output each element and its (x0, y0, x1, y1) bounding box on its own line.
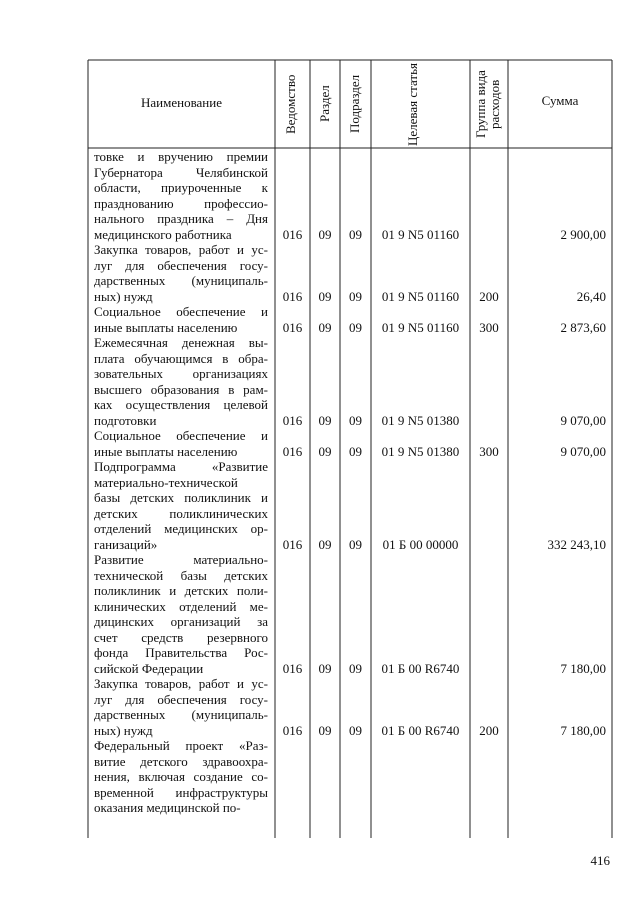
cell-name-line: Социальное обеспечение и (94, 304, 268, 319)
cell-celevaya: 01 9 N5 01160 (381, 226, 460, 242)
cell-name-line: клинических отделений ме- (94, 598, 268, 614)
cell-name-line: иные выплаты населению (94, 443, 238, 459)
header-podrazdel: Подраздел (347, 74, 362, 134)
cell-name-line: ных) нужд (94, 288, 153, 304)
cell-name-line: сийской Федерации (94, 660, 204, 676)
cell-celevaya: 01 Б 00 R6740 (381, 722, 460, 738)
cell-name-line: оказания медицинской по- (94, 800, 241, 815)
cell-name-line: ганизаций» (94, 536, 158, 552)
cell-name-line: Подпрограмма «Развитие (94, 459, 268, 474)
cell-name-line: нального праздника – Дня (94, 211, 268, 226)
cell-name-line: иные выплаты населению (94, 319, 238, 335)
cell-name-line: фонда Правительства Рос- (94, 645, 268, 660)
cell-name-line: высшего образования в рам- (94, 381, 268, 397)
cell-name-line: товке и вручению премии (94, 149, 268, 164)
cell-summa: 2 873,60 (560, 319, 606, 335)
cell-summa: 332 243,10 (547, 536, 606, 552)
cell-summa: 9 070,00 (560, 412, 606, 428)
cell-name-line: поликлиник и детских поли- (94, 583, 268, 598)
page-number: 416 (590, 853, 610, 868)
cell-name-line: материально-технической (94, 474, 238, 490)
cell-name-line: Социальное обеспечение и (94, 428, 268, 443)
cell-name-line: зовательных организациях (94, 366, 268, 381)
cell-celevaya: 01 9 N5 01160 (381, 288, 460, 304)
cell-name (94, 459, 268, 552)
cell-name-line: ках осуществления целевой (94, 397, 268, 412)
cell-name (94, 335, 268, 428)
cell-summa: 7 180,00 (560, 660, 606, 676)
cell-name-line: базы детских поликлиник и (94, 490, 268, 505)
cell-name-line: дарственных (муниципаль- (94, 707, 268, 722)
cell-celevaya: 01 Б 00 00000 (382, 536, 459, 552)
cell-summa: 9 070,00 (560, 443, 606, 459)
cell-name-line: нения, включая создание со- (94, 769, 268, 784)
cell-name-line: витие детского здравоохра- (94, 753, 268, 769)
header-gruppa: Группа вида расходов (473, 70, 502, 138)
cell-podrazdel: 09 (349, 412, 362, 428)
cell-celevaya: 01 9 N5 01380 (381, 412, 460, 428)
cell-name-line: дицинских организаций за (94, 614, 268, 629)
cell-name-line: технической базы детских (94, 567, 268, 583)
cell-summa: 26,40 (576, 288, 606, 304)
header-summa: Сумма (541, 93, 579, 108)
cell-celevaya: 01 9 N5 01160 (381, 319, 460, 335)
header-celevaya: Целевая статья (405, 62, 420, 146)
cell-vedomstvo: 016 (282, 226, 303, 242)
cell-vedomstvo: 016 (282, 722, 303, 738)
cell-name (94, 149, 268, 242)
cell-name-line: отделений медицинских ор- (94, 521, 268, 536)
cell-name-line: луг для обеспечения госу- (94, 691, 268, 707)
cell-name-line: Закупка товаров, работ и ус- (94, 242, 268, 257)
cell-name (94, 552, 268, 676)
cell-name-line: Развитие материально- (94, 552, 268, 567)
cell-gruppa: 200 (479, 288, 499, 304)
cell-name-line: Федеральный проект «Раз- (94, 738, 268, 753)
cell-vedomstvo: 016 (282, 319, 303, 335)
cell-razdel: 09 (318, 660, 332, 676)
cell-podrazdel: 09 (349, 288, 362, 304)
cell-gruppa: 300 (479, 319, 499, 335)
cell-name-line: детских поликлинических (94, 505, 268, 521)
cell-celevaya: 01 Б 00 R6740 (381, 660, 460, 676)
cell-gruppa: 300 (479, 443, 499, 459)
cell-name-line: Закупка товаров, работ и ус- (94, 676, 268, 691)
cell-name-line: счет средств резервного (94, 629, 268, 645)
cell-name-line: плата обучающимся в обра- (94, 350, 268, 366)
cell-name (94, 428, 268, 459)
cell-razdel: 09 (318, 536, 332, 552)
cell-vedomstvo: 016 (282, 412, 303, 428)
header-vedomstvo: Ведомство (283, 74, 298, 134)
header-name: Наименование (141, 95, 222, 110)
cell-name-line: временной инфраструктуры (94, 784, 268, 800)
cell-razdel: 09 (318, 443, 332, 459)
cell-name-line: луг для обеспечения госу- (94, 257, 268, 273)
cell-razdel: 09 (318, 319, 332, 335)
cell-razdel: 09 (318, 412, 332, 428)
cell-podrazdel: 09 (349, 722, 362, 738)
cell-name-line: области, приуроченные к (94, 180, 268, 195)
cell-name (94, 738, 268, 816)
cell-name (94, 304, 268, 335)
cell-name-line: подготовки (94, 412, 157, 428)
cell-razdel: 09 (318, 722, 332, 738)
cell-name-line: Ежемесячная денежная вы- (94, 335, 268, 350)
cell-podrazdel: 09 (349, 443, 362, 459)
header-razdel: Раздел (317, 85, 332, 123)
cell-podrazdel: 09 (349, 660, 362, 676)
cell-podrazdel: 09 (349, 319, 362, 335)
cell-summa: 2 900,00 (560, 226, 606, 242)
cell-name-line: дарственных (муниципаль- (94, 273, 268, 288)
cell-podrazdel: 09 (349, 226, 362, 242)
cell-name-line: Губернатора Челябинской (94, 164, 268, 180)
cell-vedomstvo: 016 (282, 443, 303, 459)
cell-summa: 7 180,00 (560, 722, 606, 738)
cell-razdel: 09 (318, 226, 332, 242)
cell-name-line: празднованию профессио- (94, 195, 268, 211)
cell-vedomstvo: 016 (282, 288, 303, 304)
cell-gruppa: 200 (479, 722, 499, 738)
cell-vedomstvo: 016 (282, 660, 303, 676)
cell-name (94, 242, 268, 304)
cell-celevaya: 01 9 N5 01380 (381, 443, 460, 459)
cell-name (94, 676, 268, 738)
cell-razdel: 09 (318, 288, 332, 304)
cell-name-line: медицинского работника (94, 226, 232, 242)
cell-podrazdel: 09 (349, 536, 362, 552)
cell-name-line: ных) нужд (94, 722, 153, 738)
cell-vedomstvo: 016 (282, 536, 303, 552)
